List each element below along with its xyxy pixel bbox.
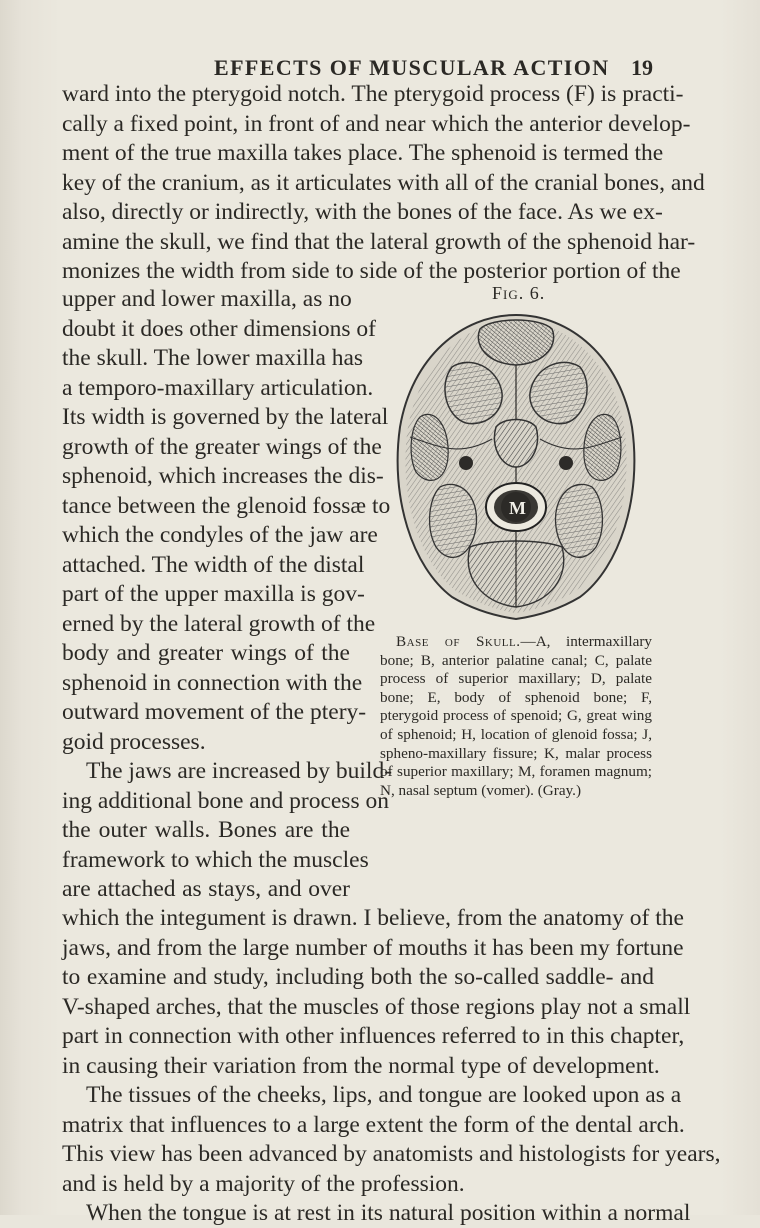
text-line: which the integument is drawn. I believe, from the anatomy of the: [62, 905, 684, 931]
text-line: the outer walls. Bones are the: [62, 817, 350, 843]
text-line: When the tongue is at rest in its natural position within a normal: [86, 1200, 691, 1226]
text-line: are attached as stays, and over: [62, 876, 350, 902]
skull-base-engraving: [380, 307, 652, 637]
text-line: part in connection with other influences referred to in this chapter,: [62, 1023, 685, 1049]
text-line: tance between the glenoid fossæ to: [62, 492, 391, 519]
text-line: monizes the width from side to side of the posterior portion of the: [62, 258, 681, 284]
text-line: goid processes.: [62, 728, 206, 755]
text-line: V-shaped arches, that the muscles of those regions play not a small: [62, 993, 691, 1020]
text-line: key of the cranium, as it articulates with all of the cranial bones, and: [62, 169, 705, 196]
text-line: cally a fixed point, in front of and near which the anterior develop-: [62, 110, 691, 137]
text-line: a temporo-maxillary articulation.: [62, 374, 374, 401]
page-number: 19: [631, 55, 653, 80]
text-line: doubt it does other dimensions of: [62, 315, 376, 342]
page-header: [0, 55, 760, 81]
text-line: part of the upper maxilla is gov-: [62, 581, 365, 607]
text-line: Its width is governed by the lateral: [62, 404, 389, 430]
text-line: outward movement of the ptery-: [62, 699, 367, 725]
text-line: and is held by a majority of the profession.: [62, 1170, 465, 1197]
text-line: the skull. The lower maxilla has: [62, 345, 364, 371]
text-line: attached. The width of the distal: [62, 551, 365, 578]
running-head: EFFECTS OF MUSCULAR ACTION: [214, 55, 610, 80]
text-line: sphenoid, which increases the dis-: [62, 463, 384, 489]
text-line: sphenoid in connection with the: [62, 669, 363, 696]
text-line: also, directly or indirectly, with the bones of the face. As we ex-: [62, 199, 663, 225]
text-line: matrix that influences to a large extent the form of the dental arch.: [62, 1111, 685, 1138]
figure-caption: [380, 633, 652, 800]
text-line: upper and lower maxilla, as no: [62, 286, 352, 312]
figure-skull-base: [380, 283, 652, 693]
text-line: ing additional bone and process on: [62, 787, 389, 814]
text-line: growth of the greater wings of the: [62, 433, 382, 460]
text-line: This view has been advanced by anatomists and histologists for years,: [62, 1141, 721, 1167]
text-line: to examine and study, including both the so-called saddle- and: [62, 964, 654, 990]
text-line: jaws, and from the large number of mouths it has been my fortune: [62, 934, 684, 961]
caption-text: —A, intermaxillary bone; B, anterior palatine canal; C, palate process of superior maxillary; D, palate bone; E, body of sphenoid bone; F, pterygoid process of spenoid; G, great wing of sphenoid; H, location of glenoid fossa; J, spheno-maxillary fissure; K, malar process of superior maxillary; M, foramen magnum; N, nasal septum (vomer). (Gray.): [380, 633, 653, 799]
text-line: in causing their variation from the normal type of development.: [62, 1052, 660, 1079]
text-line: which the condyles of the jaw are: [62, 522, 378, 548]
marker-letter: M: [509, 498, 526, 518]
text-line: The tissues of the cheeks, lips, and tongue are looked upon as a: [86, 1082, 682, 1108]
text-line: ment of the true maxilla takes place. The sphenoid is termed the: [62, 140, 664, 166]
text-line: The jaws are increased by build-: [86, 758, 393, 784]
text-line: erned by the lateral growth of the: [62, 610, 376, 637]
caption-head: Base of Skull.: [396, 633, 521, 650]
text-line: amine the skull, we find that the lateral growth of the sphenoid har-: [62, 228, 696, 255]
text-line: ward into the pterygoid notch. The pterygoid process (F) is practi-: [62, 81, 684, 107]
text-line: body and greater wings of the: [62, 640, 350, 666]
text-line: framework to which the muscles: [62, 846, 369, 873]
figure-label: Fig. 6.: [492, 283, 546, 303]
